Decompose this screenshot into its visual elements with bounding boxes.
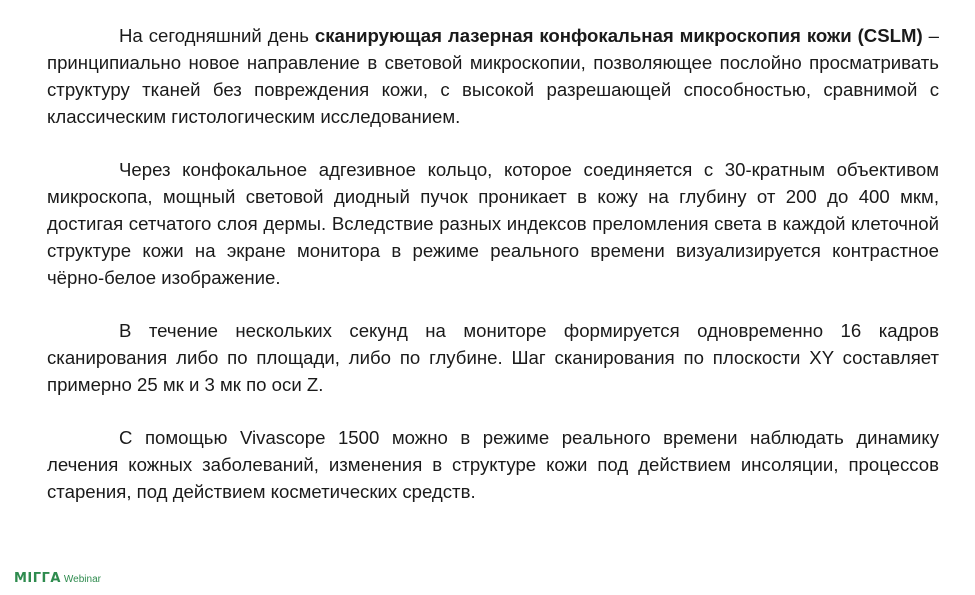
paragraph-confocal-ring: Через конфокальное адгезивное кольцо, которое соединяется с 30-кратным объективом микроскопа, мощный световой диодный пучок проникает в кожу на глубину от 200 до 400 мкм, достигая сетчатого слоя дермы. Вследствие разных индексов преломления света в каждой клеточной структуре кожи на экране монитора в режиме реального времени визуализируется контрастное чёрно-белое изображение. <box>47 159 939 288</box>
paragraph-1-lead: На сегодняшний день <box>119 25 315 46</box>
document-body <box>47 22 939 531</box>
paragraph-cslm-intro <box>47 22 939 130</box>
logo-wordmark: ΜΙΓΓΑ <box>14 571 61 586</box>
mirra-webinar-logo <box>14 571 101 586</box>
paragraph-1-rest: – принципиально новое направление в световой микроскопии, позволяющее послойно просматривать структуру тканей без повреждения кожи, с высокой разрешающей способностью, сравнимой с классическим гистологическим исследованием. <box>47 25 939 127</box>
paragraph-vivascope: С помощью Vivascope 1500 можно в режиме реального времени наблюдать динамику лечения кожных заболеваний, изменения в структуре кожи под действием инсоляции, процессов старения, под действием косметических средств. <box>47 427 939 502</box>
paragraph-1-bold-term: сканирующая лазерная конфокальная микроскопия кожи (CSLM) <box>314 25 923 46</box>
paragraph-scanning-frames: В течение нескольких секунд на мониторе формируется одновременно 16 кадров сканирования либо по площади, либо по глубине. Шаг сканирования по плоскости XY составляет примерно 25 мк и 3 мк по оси Z. <box>47 320 939 395</box>
logo-subtitle: Webinar <box>63 574 101 585</box>
